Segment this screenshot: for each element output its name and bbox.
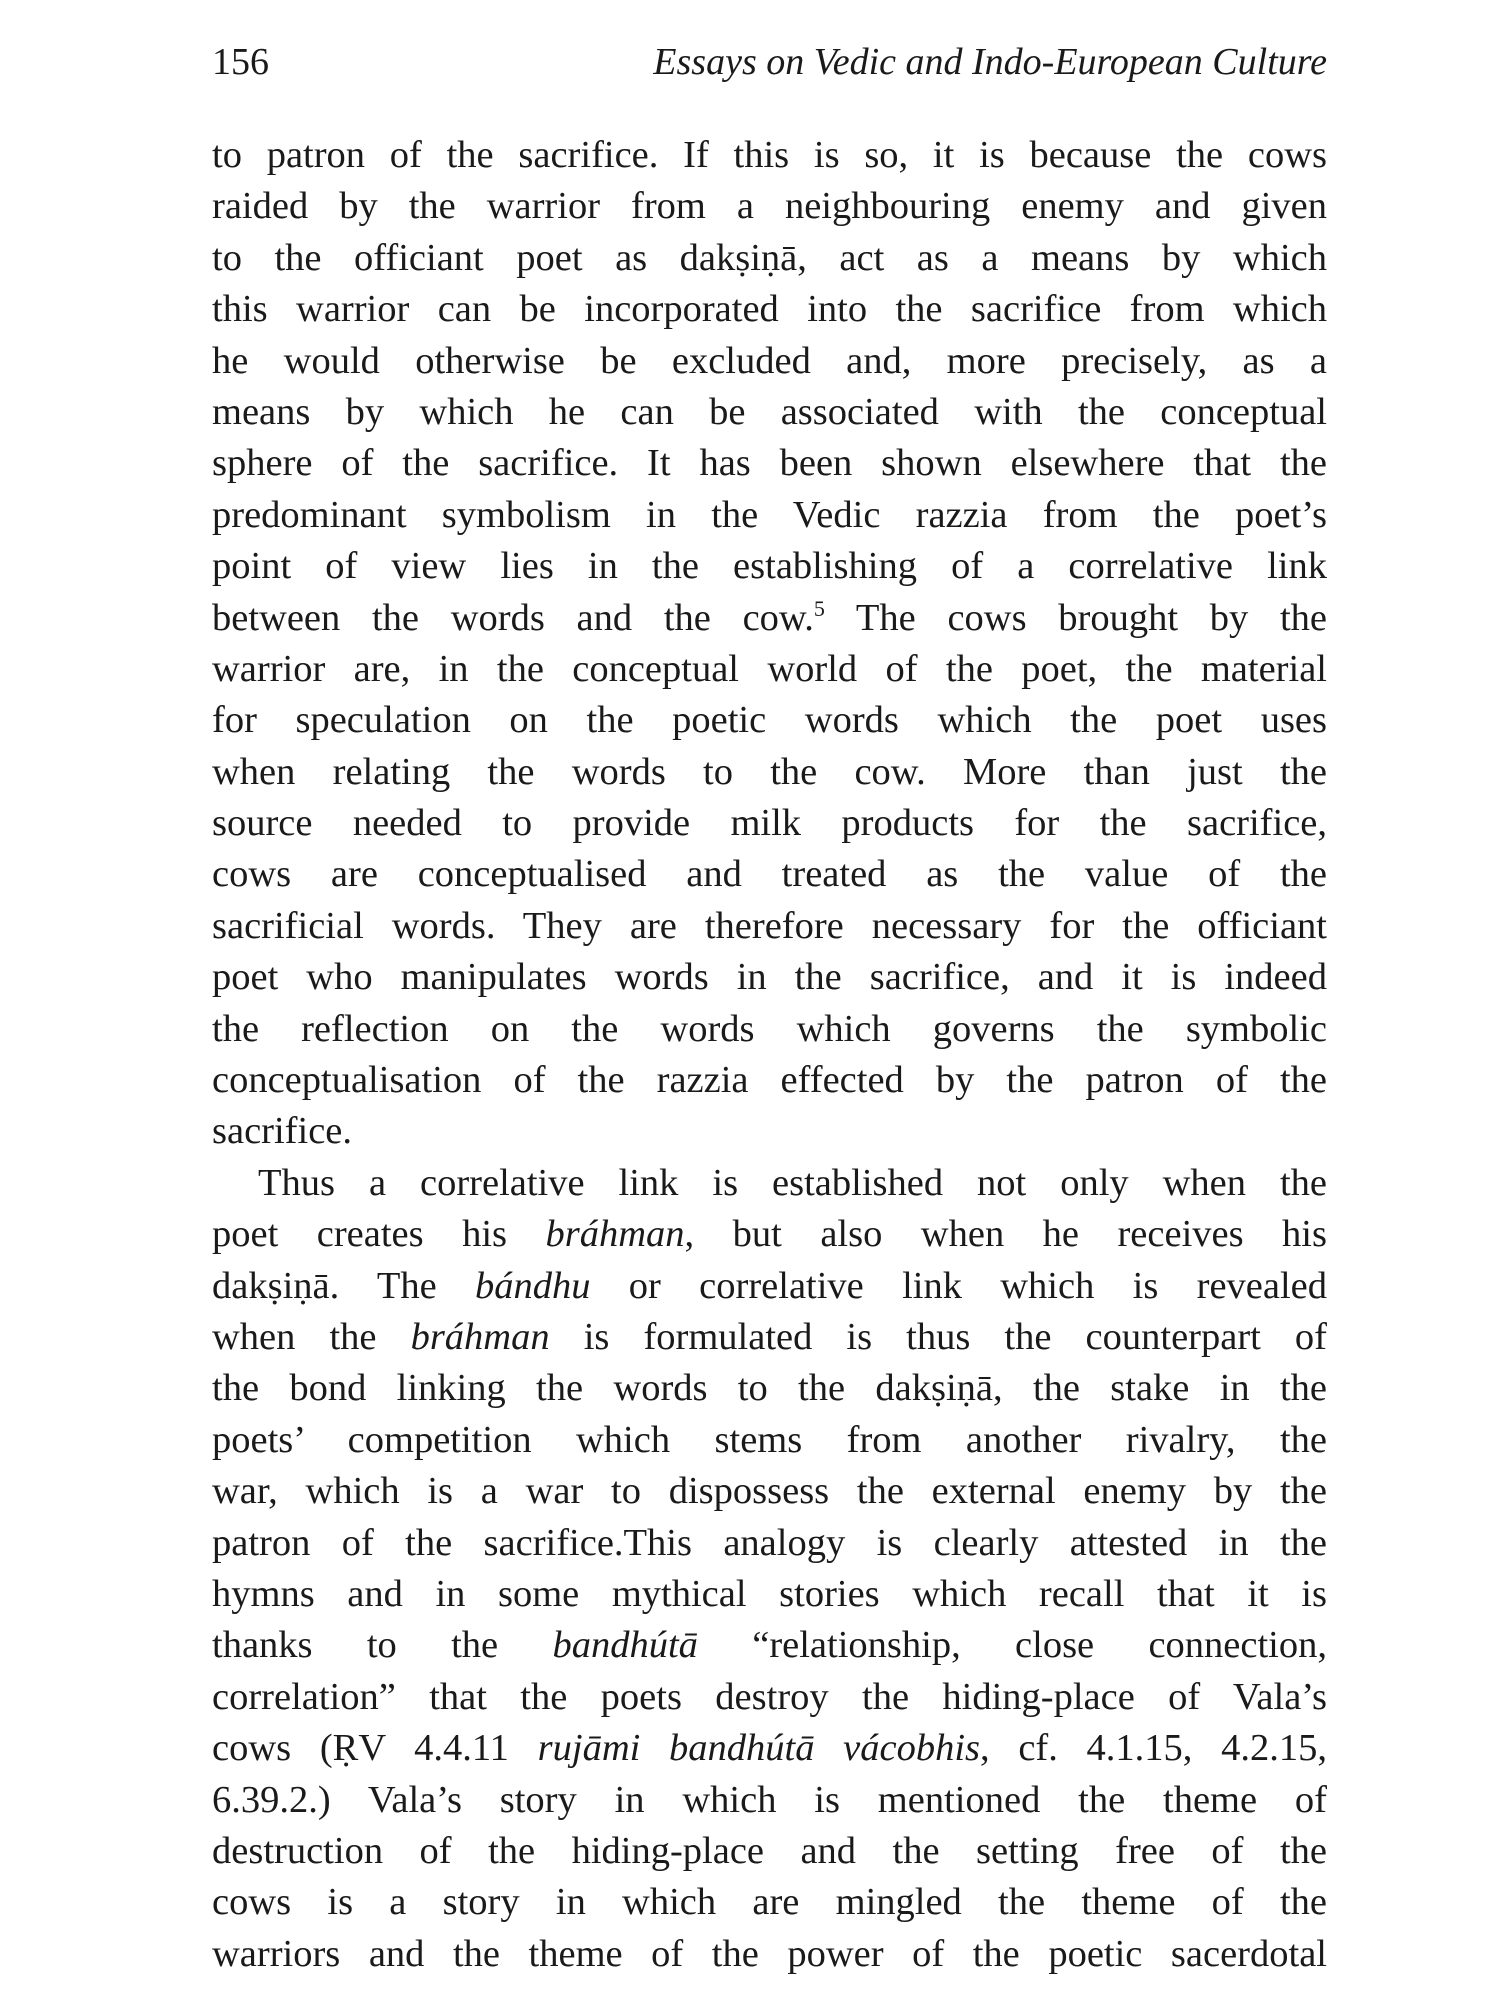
text-segment: when the [212,1315,411,1358]
text-line [212,1826,1327,1877]
italic-term: rujāmi bandhútā vácobhis [537,1727,981,1770]
text-line [212,1877,1327,1928]
italic-term: bándhu [475,1264,591,1307]
text-segment: warrior are, in the conceptual world of the poet, the material [212,647,1327,690]
text-segment: cows is a story in which are mingled the theme of the [212,1881,1327,1924]
text-line [212,130,1327,181]
text-line [212,695,1327,746]
text-line [212,1775,1327,1826]
text-segment: the bond linking the words to the dakṣiṇā, the stake in the [212,1367,1327,1410]
italic-term: bráhman [410,1315,550,1358]
text-segment: The cows brought by the [824,596,1328,639]
text-segment: conceptualisation of the razzia effected by the patron of the [212,1059,1327,1102]
text-line [212,1209,1327,1260]
text-segment: war, which is a war to dispossess the external enemy by the [212,1470,1327,1513]
text-segment: or correlative link which is revealed [590,1264,1328,1307]
text-line [212,747,1327,798]
text-segment: dakṣiṇā. The [212,1264,475,1307]
text-segment: between the words and the cow. [212,596,814,639]
text-segment: to the officiant poet as dakṣiṇā, act as a means by which [212,236,1327,279]
text-segment: Thus a correlative link is established not only when the [258,1161,1327,1204]
text-line [212,336,1327,387]
text-line [212,1261,1327,1312]
text-segment: predominant symbolism in the Vedic razzia from the poet’s [212,493,1327,536]
text-line [212,1363,1327,1414]
text-segment: destruction of the hiding-place and the setting free of the [212,1829,1327,1872]
page-header [212,32,1327,92]
text-segment: to patron of the sacrifice. If this is so, it is because the cows [212,134,1327,176]
text-line [212,901,1327,952]
text-line [212,1929,1327,1980]
text-segment: poets’ competition which stems from another rivalry, the [212,1418,1327,1461]
text-line [212,798,1327,849]
text-line [212,952,1327,1003]
text-segment: point of view lies in the establishing of a correlative link [212,545,1327,588]
text-segment: cows are conceptualised and treated as the value of the [212,853,1327,896]
italic-term: bandhútā [552,1624,698,1667]
text-segment: the reflection on the words which governs the symbolic [212,1007,1327,1050]
text-segment: thanks to the [212,1624,553,1667]
italic-term: bráhman [545,1213,685,1256]
text-line [212,1004,1327,1055]
text-segment: 6.39.2.) Vala’s story in which is mentioned the theme of [212,1778,1327,1821]
text-segment: , but also when he receives his [684,1213,1327,1256]
text-segment: poet creates his [212,1213,546,1256]
text-line [212,1415,1327,1466]
text-segment: hymns and in some mythical stories which recall that it is [212,1572,1327,1615]
text-line [212,233,1327,284]
text-line [212,1312,1327,1363]
text-segment: cows (ṚV 4.4.11 [212,1727,538,1770]
text-line [212,284,1327,335]
text-segment: sacrifice. [212,1110,352,1153]
text-segment: source needed to provide milk products for the sacrifice, [212,802,1327,845]
text-segment: for speculation on the poetic words which the poet uses [212,699,1327,742]
text-line [212,490,1327,541]
text-segment: patron of the sacrifice.This analogy is clearly attested in the [212,1521,1327,1564]
text-segment: correlation” that the poets destroy the hiding-place of Vala’s [212,1675,1327,1718]
text-line [212,849,1327,900]
text-line [212,1620,1327,1671]
text-segment: this warrior can be incorporated into the sacrifice from which [212,288,1327,331]
text-line [212,387,1327,438]
text-line [212,1518,1327,1569]
text-segment: when relating the words to the cow. More than just the [212,750,1327,793]
text-segment: he would otherwise be excluded and, more precisely, as a [212,339,1327,382]
text-line [212,1055,1327,1106]
running-head: Essays on Vedic and Indo-European Culture [653,41,1327,83]
text-line [212,1672,1327,1723]
text-line [212,438,1327,489]
text-line [212,181,1327,232]
text-segment: sphere of the sacrifice. It has been shown elsewhere that the [212,442,1327,485]
text-line [212,644,1327,695]
body-text [212,130,1327,1980]
page-number: 156 [212,41,269,83]
text-segment: , cf. 4.1.15, 4.2.15, [980,1727,1327,1770]
footnote-marker: 5 [813,595,825,621]
text-line [212,541,1327,592]
text-line [212,1569,1327,1620]
text-segment: raided by the warrior from a neighbouring enemy and given [212,185,1327,228]
text-line [212,1466,1327,1517]
text-segment: is formulated is thus the counterpart of [549,1315,1327,1358]
text-segment: means by which he can be associated with the conceptual [212,390,1327,433]
text-segment: sacrificial words. They are therefore necessary for the officiant [212,904,1327,947]
text-line [212,593,1327,644]
text-line [212,1158,1327,1209]
text-line [212,1723,1327,1774]
text-segment: warriors and the theme of the power of the poetic sacerdotal [212,1932,1327,1975]
text-line [212,1106,1327,1157]
text-segment: “relationship, close connection, [697,1624,1327,1667]
text-segment: poet who manipulates words in the sacrifice, and it is indeed [212,956,1327,999]
